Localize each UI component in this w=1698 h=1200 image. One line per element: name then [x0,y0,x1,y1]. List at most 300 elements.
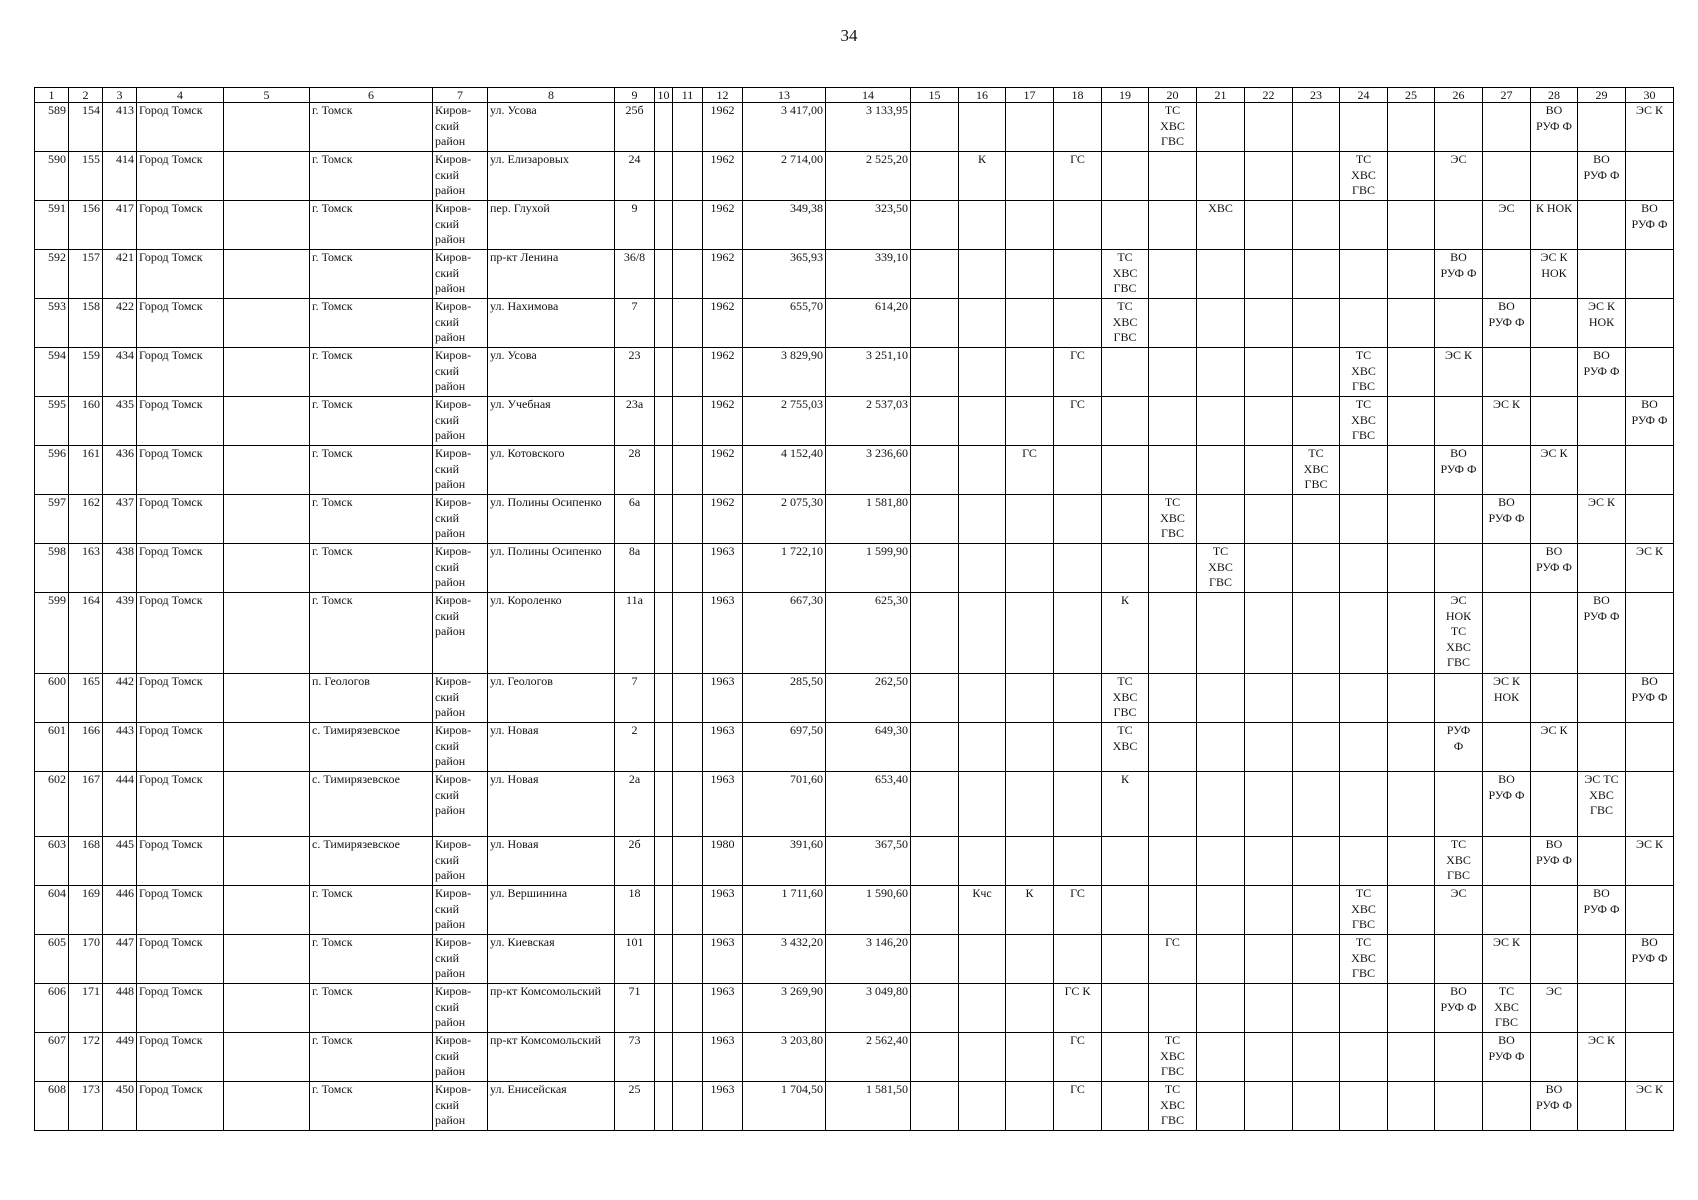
cell-col-20 [1149,544,1197,593]
cell-col-26: ВО РУФ Ф [1435,446,1483,495]
cell-col-26 [1435,397,1483,446]
cell-col-23 [1293,201,1340,250]
cell-col-29 [1578,201,1626,250]
cell-col-12: 1963 [703,886,743,935]
cell-col-27: ВО РУФ Ф [1483,495,1531,544]
cell-col-21 [1197,772,1245,837]
cell-col-4: Город Томск [137,495,224,544]
cell-col-25 [1388,837,1435,886]
table-row [35,1082,1674,1131]
cell-col-19 [1102,1033,1149,1082]
page-number: 34 [840,26,858,45]
cell-col-7: Киров- ский район [433,674,488,723]
cell-col-28 [1531,495,1578,544]
column-header-4: 4 [137,88,224,103]
cell-col-18 [1054,674,1102,723]
cell-col-11 [673,674,703,723]
cell-col-11 [673,250,703,299]
cell-col-24: ТС ХВС ГВС [1340,152,1388,201]
cell-col-4: Город Томск [137,935,224,984]
cell-col-13: 4 152,40 [743,446,826,495]
table-body [35,103,1674,1131]
cell-col-30 [1626,446,1674,495]
cell-col-14: 1 599,90 [826,544,911,593]
cell-col-4: Город Томск [137,837,224,886]
cell-col-15 [911,837,959,886]
cell-col-4: Город Томск [137,446,224,495]
table-row [35,103,1674,152]
table-row [35,593,1674,674]
cell-col-4: Город Томск [137,348,224,397]
cell-col-20 [1149,674,1197,723]
cell-col-22 [1245,299,1293,348]
cell-col-15 [911,1082,959,1131]
cell-col-2: 159 [69,348,103,397]
cell-col-8: ул. Полины Осипенко [488,495,615,544]
cell-col-17 [1006,201,1054,250]
cell-col-29 [1578,544,1626,593]
cell-col-21 [1197,1082,1245,1131]
cell-col-6: г. Томск [310,201,433,250]
cell-col-17 [1006,348,1054,397]
cell-col-13: 1 722,10 [743,544,826,593]
cell-col-26 [1435,772,1483,837]
column-header-9: 9 [615,88,655,103]
cell-col-25 [1388,250,1435,299]
cell-col-25 [1388,593,1435,674]
cell-col-26 [1435,935,1483,984]
cell-col-30 [1626,299,1674,348]
cell-col-24: ТС ХВС ГВС [1340,935,1388,984]
cell-col-8: пер. Глухой [488,201,615,250]
cell-col-10 [655,772,673,837]
cell-col-9: 23 [615,348,655,397]
column-header-25: 25 [1388,88,1435,103]
column-header-30: 30 [1626,88,1674,103]
cell-col-18: ГС [1054,1082,1102,1131]
cell-col-28 [1531,886,1578,935]
cell-col-17 [1006,593,1054,674]
cell-col-25 [1388,397,1435,446]
cell-col-18 [1054,772,1102,837]
cell-col-24: ТС ХВС ГВС [1340,397,1388,446]
cell-col-3: 448 [103,984,137,1033]
cell-col-25 [1388,935,1435,984]
cell-col-5 [224,674,310,723]
table-row [35,299,1674,348]
cell-col-24 [1340,544,1388,593]
cell-col-29 [1578,1082,1626,1131]
cell-col-11 [673,201,703,250]
cell-col-11 [673,772,703,837]
cell-col-22 [1245,250,1293,299]
cell-col-5 [224,723,310,772]
cell-col-20 [1149,348,1197,397]
cell-col-14: 323,50 [826,201,911,250]
cell-col-15 [911,250,959,299]
cell-col-10 [655,1033,673,1082]
cell-col-28 [1531,1033,1578,1082]
column-header-28: 28 [1531,88,1578,103]
cell-col-15 [911,886,959,935]
column-header-21: 21 [1197,88,1245,103]
cell-col-14: 653,40 [826,772,911,837]
cell-col-18: ГС К [1054,984,1102,1033]
cell-col-25 [1388,103,1435,152]
cell-col-10 [655,723,673,772]
cell-col-28 [1531,152,1578,201]
cell-col-23 [1293,772,1340,837]
cell-col-16 [959,103,1006,152]
cell-col-9: 7 [615,674,655,723]
column-header-1: 1 [35,88,69,103]
cell-col-30: ВО РУФ Ф [1626,201,1674,250]
cell-col-27: ЭС К [1483,397,1531,446]
cell-col-21 [1197,1033,1245,1082]
cell-col-13: 365,93 [743,250,826,299]
cell-col-27: ЭС К [1483,935,1531,984]
cell-col-13: 285,50 [743,674,826,723]
cell-col-29: ВО РУФ Ф [1578,593,1626,674]
cell-col-6: с. Тимирязевское [310,723,433,772]
cell-col-24: ТС ХВС ГВС [1340,348,1388,397]
cell-col-17 [1006,723,1054,772]
cell-col-23 [1293,103,1340,152]
cell-col-3: 434 [103,348,137,397]
cell-col-4: Город Томск [137,772,224,837]
cell-col-20: ТС ХВС ГВС [1149,103,1197,152]
cell-col-20: ТС ХВС ГВС [1149,495,1197,544]
table-row [35,446,1674,495]
cell-col-29 [1578,837,1626,886]
cell-col-12: 1963 [703,984,743,1033]
cell-col-29: ВО РУФ Ф [1578,348,1626,397]
cell-col-28 [1531,397,1578,446]
cell-col-14: 2 562,40 [826,1033,911,1082]
cell-col-19: ТС ХВС [1102,723,1149,772]
column-header-8: 8 [488,88,615,103]
cell-col-25 [1388,1033,1435,1082]
cell-col-2: 162 [69,495,103,544]
cell-col-4: Город Томск [137,103,224,152]
cell-col-14: 1 581,50 [826,1082,911,1131]
cell-col-2: 155 [69,152,103,201]
cell-col-23 [1293,935,1340,984]
cell-col-17 [1006,544,1054,593]
cell-col-14: 649,30 [826,723,911,772]
cell-col-11 [673,837,703,886]
cell-col-19 [1102,201,1149,250]
cell-col-12: 1963 [703,1082,743,1131]
cell-col-28 [1531,593,1578,674]
cell-col-19 [1102,886,1149,935]
cell-col-12: 1963 [703,1033,743,1082]
cell-col-7: Киров- ский район [433,397,488,446]
table-row [35,935,1674,984]
cell-col-5 [224,935,310,984]
cell-col-1: 601 [35,723,69,772]
cell-col-4: Город Томск [137,984,224,1033]
cell-col-1: 592 [35,250,69,299]
cell-col-16 [959,446,1006,495]
cell-col-8: ул. Вершинина [488,886,615,935]
cell-col-8: ул. Геологов [488,674,615,723]
cell-col-4: Город Томск [137,886,224,935]
cell-col-1: 596 [35,446,69,495]
cell-col-10 [655,886,673,935]
cell-col-29 [1578,250,1626,299]
cell-col-23 [1293,674,1340,723]
cell-col-3: 445 [103,837,137,886]
cell-col-24 [1340,723,1388,772]
cell-col-28 [1531,674,1578,723]
table-row [35,886,1674,935]
cell-col-27 [1483,593,1531,674]
cell-col-5 [224,103,310,152]
column-header-10: 10 [655,88,673,103]
cell-col-22 [1245,397,1293,446]
cell-col-30: ЭС К [1626,103,1674,152]
cell-col-26: ВО РУФ Ф [1435,250,1483,299]
cell-col-19: ТС ХВС ГВС [1102,250,1149,299]
cell-col-9: 24 [615,152,655,201]
cell-col-3: 449 [103,1033,137,1082]
cell-col-19: К [1102,772,1149,837]
cell-col-12: 1963 [703,772,743,837]
cell-col-22 [1245,837,1293,886]
cell-col-15 [911,593,959,674]
cell-col-20 [1149,593,1197,674]
cell-col-30: ВО РУФ Ф [1626,935,1674,984]
cell-col-4: Город Томск [137,723,224,772]
cell-col-25 [1388,674,1435,723]
cell-col-29: ВО РУФ Ф [1578,886,1626,935]
cell-col-19: ТС ХВС ГВС [1102,299,1149,348]
cell-col-23 [1293,250,1340,299]
cell-col-30: ЭС К [1626,837,1674,886]
table-row [35,348,1674,397]
cell-col-27 [1483,723,1531,772]
cell-col-22 [1245,984,1293,1033]
cell-col-10 [655,299,673,348]
cell-col-3: 447 [103,935,137,984]
cell-col-20 [1149,837,1197,886]
cell-col-4: Город Томск [137,152,224,201]
cell-col-9: 73 [615,1033,655,1082]
cell-col-6: г. Томск [310,1033,433,1082]
cell-col-5 [224,446,310,495]
cell-col-13: 1 711,60 [743,886,826,935]
cell-col-2: 168 [69,837,103,886]
cell-col-30 [1626,495,1674,544]
column-header-24: 24 [1340,88,1388,103]
cell-col-8: ул. Нахимова [488,299,615,348]
column-header-17: 17 [1006,88,1054,103]
cell-col-27 [1483,1082,1531,1131]
cell-col-18 [1054,103,1102,152]
cell-col-5 [224,772,310,837]
cell-col-2: 161 [69,446,103,495]
cell-col-2: 165 [69,674,103,723]
cell-col-6: с. Тимирязевское [310,772,433,837]
cell-col-18: ГС [1054,152,1102,201]
cell-col-12: 1962 [703,495,743,544]
cell-col-19: ТС ХВС ГВС [1102,674,1149,723]
cell-col-25 [1388,723,1435,772]
column-header-20: 20 [1149,88,1197,103]
column-header-5: 5 [224,88,310,103]
cell-col-18 [1054,250,1102,299]
cell-col-1: 604 [35,886,69,935]
cell-col-27: ЭС К НОК [1483,674,1531,723]
cell-col-29 [1578,103,1626,152]
cell-col-21 [1197,152,1245,201]
cell-col-13: 391,60 [743,837,826,886]
cell-col-7: Киров- ский район [433,299,488,348]
cell-col-8: ул. Котовского [488,446,615,495]
cell-col-28 [1531,772,1578,837]
cell-col-21 [1197,299,1245,348]
cell-col-29: ЭС К [1578,495,1626,544]
cell-col-22 [1245,1033,1293,1082]
cell-col-24 [1340,495,1388,544]
cell-col-10 [655,348,673,397]
cell-col-1: 594 [35,348,69,397]
cell-col-25 [1388,544,1435,593]
cell-col-30 [1626,984,1674,1033]
cell-col-26: ЭС [1435,886,1483,935]
cell-col-4: Город Томск [137,250,224,299]
cell-col-7: Киров- ский район [433,544,488,593]
cell-col-14: 3 146,20 [826,935,911,984]
cell-col-28: ЭС К [1531,723,1578,772]
cell-col-21 [1197,886,1245,935]
cell-col-24 [1340,837,1388,886]
cell-col-11 [673,152,703,201]
cell-col-16 [959,397,1006,446]
cell-col-14: 625,30 [826,593,911,674]
cell-col-25 [1388,446,1435,495]
cell-col-9: 25 [615,1082,655,1131]
cell-col-11 [673,544,703,593]
cell-col-28: ВО РУФ Ф [1531,1082,1578,1131]
cell-col-15 [911,723,959,772]
table-row [35,397,1674,446]
cell-col-16 [959,674,1006,723]
cell-col-25 [1388,348,1435,397]
cell-col-2: 154 [69,103,103,152]
cell-col-26: ЭС [1435,152,1483,201]
cell-col-10 [655,103,673,152]
cell-col-8: ул. Полины Осипенко [488,544,615,593]
cell-col-11 [673,397,703,446]
cell-col-7: Киров- ский район [433,1033,488,1082]
cell-col-14: 3 236,60 [826,446,911,495]
cell-col-15 [911,446,959,495]
cell-col-21 [1197,103,1245,152]
cell-col-2: 166 [69,723,103,772]
cell-col-29 [1578,446,1626,495]
cell-col-12: 1962 [703,250,743,299]
cell-col-22 [1245,886,1293,935]
column-header-13: 13 [743,88,826,103]
cell-col-25 [1388,1082,1435,1131]
cell-col-22 [1245,544,1293,593]
cell-col-17: ГС [1006,446,1054,495]
cell-col-7: Киров- ский район [433,886,488,935]
cell-col-29 [1578,984,1626,1033]
cell-col-16 [959,299,1006,348]
cell-col-10 [655,201,673,250]
cell-col-7: Киров- ский район [433,250,488,299]
cell-col-1: 606 [35,984,69,1033]
cell-col-27 [1483,348,1531,397]
cell-col-9: 28 [615,446,655,495]
cell-col-18 [1054,837,1102,886]
cell-col-21 [1197,837,1245,886]
cell-col-27 [1483,152,1531,201]
cell-col-5 [224,1033,310,1082]
cell-col-3: 439 [103,593,137,674]
cell-col-20: ГС [1149,935,1197,984]
cell-col-10 [655,593,673,674]
column-header-12: 12 [703,88,743,103]
cell-col-17 [1006,772,1054,837]
cell-col-28 [1531,299,1578,348]
cell-col-11 [673,1033,703,1082]
cell-col-1: 600 [35,674,69,723]
cell-col-13: 3 269,90 [743,984,826,1033]
cell-col-21: ТС ХВС ГВС [1197,544,1245,593]
cell-col-6: г. Томск [310,935,433,984]
cell-col-20: ТС ХВС ГВС [1149,1033,1197,1082]
cell-col-29 [1578,397,1626,446]
cell-col-7: Киров- ский район [433,152,488,201]
cell-col-19 [1102,935,1149,984]
cell-col-27: ВО РУФ Ф [1483,1033,1531,1082]
cell-col-26: ТС ХВС ГВС [1435,837,1483,886]
cell-col-14: 367,50 [826,837,911,886]
cell-col-16 [959,1033,1006,1082]
cell-col-5 [224,837,310,886]
cell-col-20 [1149,152,1197,201]
cell-col-20 [1149,397,1197,446]
cell-col-8: ул. Киевская [488,935,615,984]
cell-col-2: 173 [69,1082,103,1131]
cell-col-8: ул. Усова [488,103,615,152]
cell-col-15 [911,544,959,593]
column-header-19: 19 [1102,88,1149,103]
column-header-29: 29 [1578,88,1626,103]
table-row [35,674,1674,723]
cell-col-12: 1962 [703,201,743,250]
cell-col-9: 23а [615,397,655,446]
cell-col-7: Киров- ский район [433,593,488,674]
cell-col-26: ЭС НОК ТС ХВС ГВС [1435,593,1483,674]
cell-col-3: 436 [103,446,137,495]
cell-col-7: Киров- ский район [433,935,488,984]
cell-col-8: пр-кт Ленина [488,250,615,299]
cell-col-28: ЭС К НОК [1531,250,1578,299]
cell-col-16: Кчс [959,886,1006,935]
cell-col-21 [1197,250,1245,299]
cell-col-21 [1197,674,1245,723]
cell-col-24 [1340,250,1388,299]
cell-col-25 [1388,152,1435,201]
cell-col-16 [959,1082,1006,1131]
cell-col-13: 349,38 [743,201,826,250]
cell-col-16 [959,593,1006,674]
